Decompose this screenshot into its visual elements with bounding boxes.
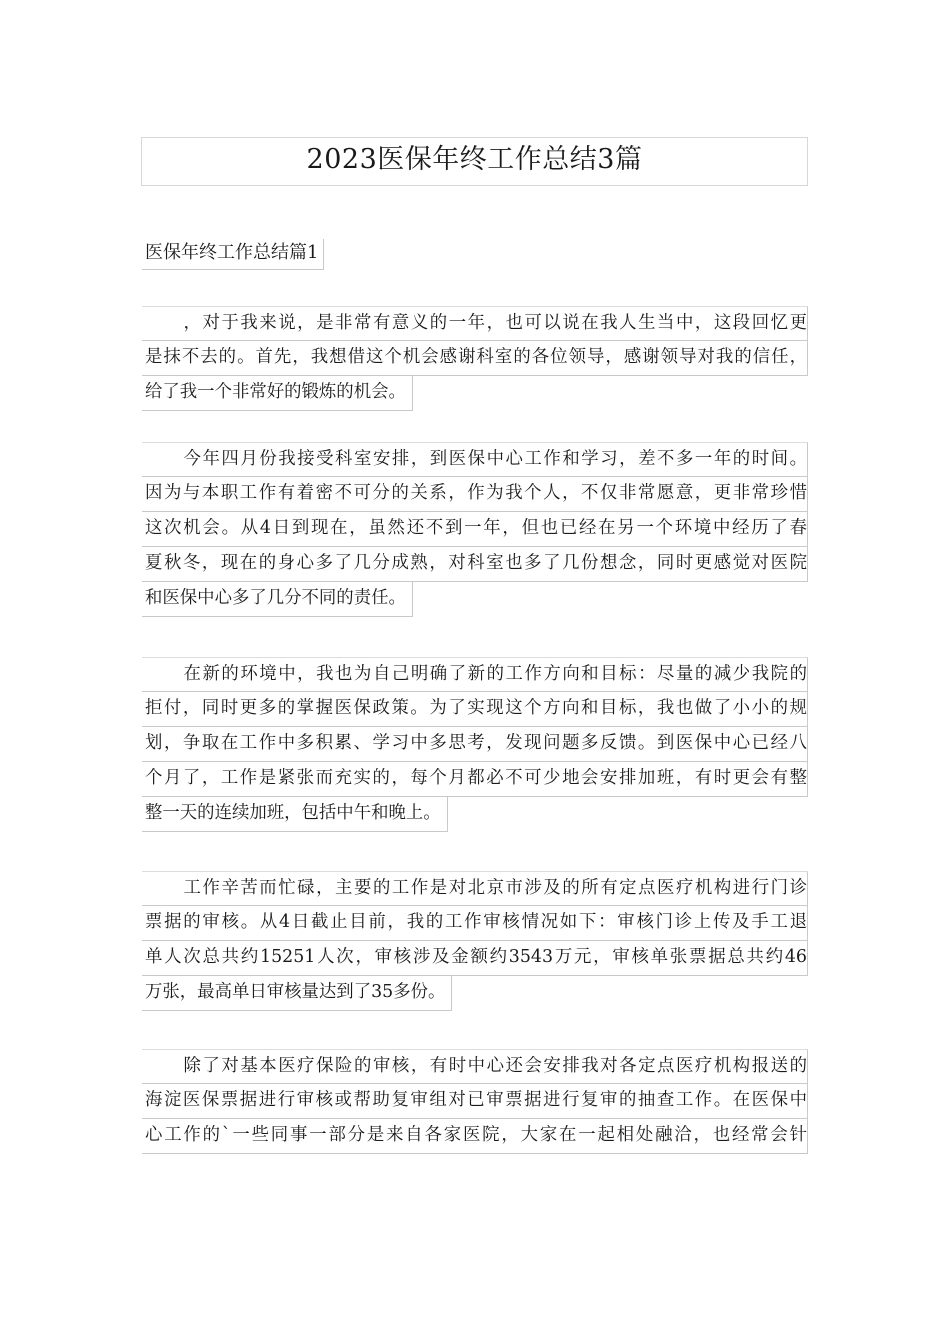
body-paragraph bbox=[142, 871, 808, 1015]
paragraph-line bbox=[142, 1119, 808, 1154]
paragraph-line bbox=[142, 906, 808, 941]
paragraph-line bbox=[142, 547, 808, 582]
paragraph-line bbox=[142, 762, 808, 797]
line-text: 工作辛苦而忙碌，主要的工作是对北京市涉及的所有定点医疗机构进行门诊 bbox=[182, 878, 807, 898]
line-text: 今年四月份我接受科室安排，到医保中心工作和学习，差不多一年的时间。 bbox=[182, 449, 807, 469]
line-text: 夏秋冬，现在的身心多了几分成熟，对科室也多了几份想念，同时更感觉对医院 bbox=[145, 553, 807, 573]
line-text: 海淀医保票据进行审核或帮助复审组对已审票据进行复审的抽查工作。在医保中 bbox=[145, 1090, 807, 1110]
body-paragraph bbox=[142, 442, 808, 621]
body-paragraph bbox=[142, 306, 808, 415]
paragraph-line bbox=[142, 306, 808, 341]
line-text: 票据的审核。从4日截止目前，我的工作审核情况如下：审核门诊上传及手工退 bbox=[145, 912, 807, 932]
line-text: 给了我一个非常好的锻炼的机会。 bbox=[145, 382, 406, 402]
paragraph-line bbox=[142, 512, 808, 547]
body-paragraph bbox=[142, 1049, 808, 1154]
paragraph-line bbox=[142, 582, 413, 617]
line-text: 这次机会。从4日到现在，虽然还不到一年，但也已经在另一个环境中经历了春 bbox=[145, 518, 807, 538]
line-text: 划，争取在工作中多积累、学习中多思考，发现问题多反馈。到医保中心已经八 bbox=[145, 733, 807, 753]
line-text: 整一天的连续加班，包括中午和晚上。 bbox=[145, 803, 441, 823]
line-text: 和医保中心多了几分不同的责任。 bbox=[145, 588, 406, 608]
line-text: 因为与本职工作有着密不可分的关系，作为我个人，不仅非常愿意，更非常珍惜 bbox=[145, 483, 807, 503]
line-text: 单人次总共约15251人次，审核涉及金额约3543万元，审核单张票据总共约46 bbox=[145, 947, 807, 967]
paragraph-line bbox=[142, 376, 413, 411]
body-paragraph bbox=[142, 657, 808, 836]
line-text: 心工作的`一些同事一部分是来自各家医院，大家在一起相处融洽，也经常会针 bbox=[145, 1125, 807, 1145]
line-text: ，对于我来说，是非常有意义的一年，也可以说在我人生当中，这段回忆更 bbox=[182, 313, 807, 333]
document-title: 2023医保年终工作总结3篇 bbox=[141, 137, 808, 186]
paragraph-line bbox=[142, 341, 808, 376]
paragraph-line bbox=[142, 442, 808, 477]
line-text: 是抹不去的。首先，我想借这个机会感谢科室的各位领导，感谢领导对我的信任， bbox=[145, 347, 807, 367]
paragraph-line bbox=[142, 871, 808, 906]
paragraph-line bbox=[142, 797, 448, 832]
paragraph-line bbox=[142, 727, 808, 762]
paragraph-line bbox=[142, 1084, 808, 1119]
paragraph-line bbox=[142, 477, 808, 512]
paragraph-line bbox=[142, 976, 452, 1011]
section-heading: 医保年终工作总结篇1 bbox=[142, 239, 324, 270]
line-text: 个月了，工作是紧张而充实的，每个月都必不可少地会安排加班，有时更会有整 bbox=[145, 768, 807, 788]
paragraph-line bbox=[142, 1049, 808, 1084]
line-text: 拒付，同时更多的掌握医保政策。为了实现这个方向和目标，我也做了小小的规 bbox=[145, 698, 807, 718]
line-text: 万张，最高单日审核量达到了35多份。 bbox=[145, 982, 446, 1002]
paragraph-line bbox=[142, 657, 808, 692]
line-text: 在新的环境中，我也为自己明确了新的工作方向和目标：尽量的减少我院的 bbox=[182, 664, 807, 684]
paragraph-line bbox=[142, 941, 808, 976]
line-text: 除了对基本医疗保险的审核，有时中心还会安排我对各定点医疗机构报送的 bbox=[182, 1056, 807, 1076]
paragraph-line bbox=[142, 692, 808, 727]
